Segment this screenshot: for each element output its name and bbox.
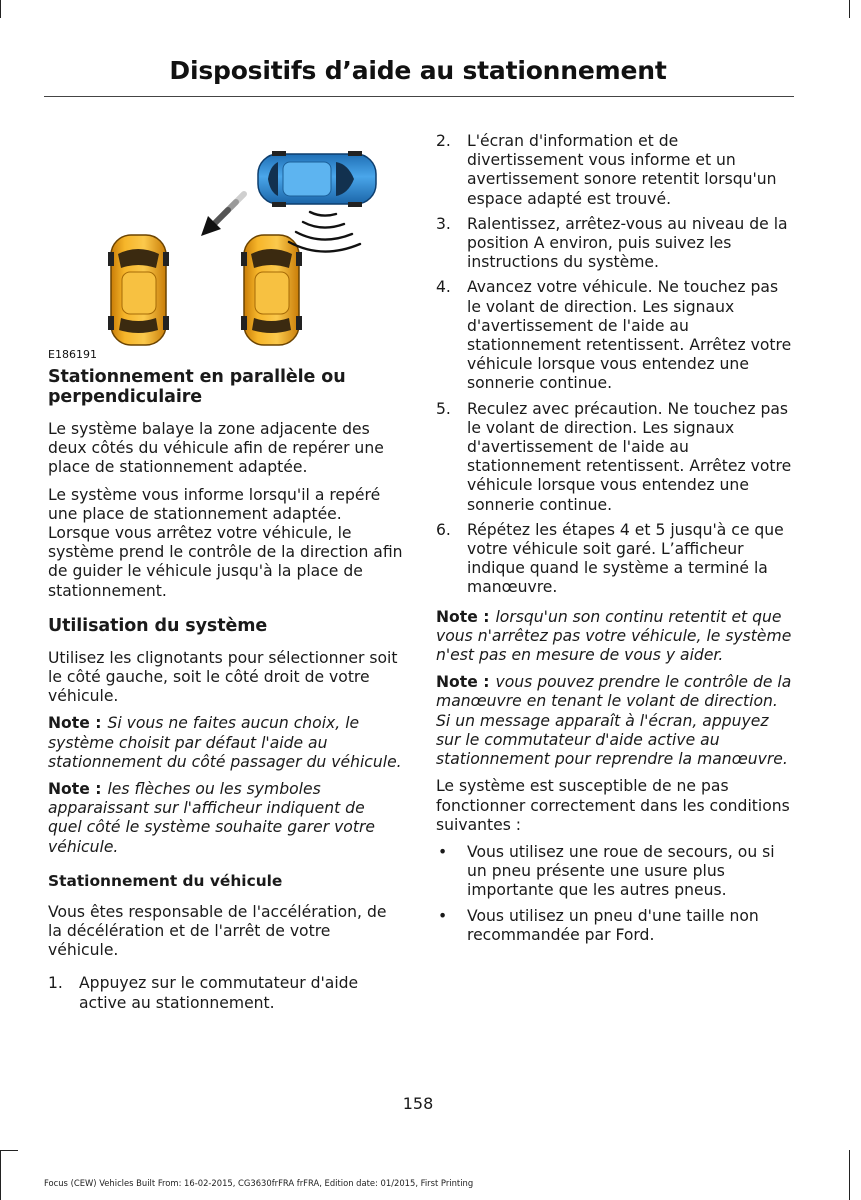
note-text: les flèches ou les symboles apparaissant sur l'afficheur indiquent de quel côté le système souhaite garer votre véhicule. bbox=[48, 780, 375, 856]
crop-mark-bottom-right bbox=[849, 1150, 850, 1200]
crop-mark-bottom-left-h bbox=[0, 1150, 18, 1151]
footer-edition-info: Focus (CEW) Vehicles Built From: 16-02-2015, CG3630frFRA frFRA, Edition date: 01/2015, First Printing bbox=[44, 1178, 474, 1188]
list-number: 6. bbox=[436, 520, 451, 539]
list-text: Ralentissez, arrêtez-vous au niveau de la position A environ, puis suivez les instructions du système. bbox=[467, 214, 788, 272]
note-text: vous pouvez prendre le contrôle de la manœuvre en tenant le volant de direction. Si un message apparaît à l'écran, appuyez sur le commutateur d'aide active au stationnement pour reprendre la manœuvre. bbox=[436, 673, 792, 769]
list-text: L'écran d'information et de divertissement vous informe et un avertissement sonore retentit lorsqu'un espace adapté est trouvé. bbox=[467, 132, 777, 208]
paragraph: Utilisez les clignotants pour sélectionner soit le côté gauche, soit le côté droit de votre véhicule. bbox=[48, 648, 398, 706]
note-label: Note : bbox=[436, 673, 490, 692]
list-item bbox=[436, 400, 792, 515]
crop-mark-top-left bbox=[0, 0, 1, 18]
list-number: 5. bbox=[436, 399, 451, 418]
note-label: Note : bbox=[48, 714, 102, 733]
list-number: 4. bbox=[436, 278, 451, 297]
list-item bbox=[436, 215, 792, 273]
direction-arrow-icon bbox=[201, 194, 244, 236]
list-number: 2. bbox=[436, 132, 451, 150]
paragraph: Le système est susceptible de ne pas fonctionner correctement dans les conditions suivantes : bbox=[436, 777, 790, 834]
crop-mark-top-right bbox=[849, 0, 850, 18]
list-text: Reculez avec précaution. Ne touchez pas le volant de direction. Les signaux d'avertissement de l'aide au stationnement retentissent. Arrêtez votre véhicule lorsque vous entendez une sonnerie continue. bbox=[467, 399, 792, 514]
bullet-text: Vous utilisez un pneu d'une taille non recommandée par Ford. bbox=[467, 906, 759, 944]
bullet-text: Vous utilisez une roue de secours, ou si un pneu présente une usure plus importante que les autres pneus. bbox=[467, 842, 775, 900]
paragraph: Le système vous informe lorsqu'il a repéré une place de stationnement adaptée. Lorsque vous arrêtez votre véhicule, le système prend le contrôle de la direction afin de guider le véhicule jusqu'à la place de stationnement. bbox=[48, 485, 403, 600]
note-text: Si vous ne faites aucun choix, le système choisit par défaut l'aide au stationnement du côté passager du véhicule. bbox=[48, 714, 402, 771]
page-title: Dispositifs d’aide au stationnement bbox=[169, 56, 667, 85]
note bbox=[48, 714, 403, 772]
moving-car-blue bbox=[258, 151, 376, 207]
list-item bbox=[48, 974, 403, 1012]
page-number: 158 bbox=[402, 1094, 434, 1113]
list-text: Appuyez sur le commutateur d'aide active au stationnement. bbox=[79, 974, 359, 1012]
bullet-icon: • bbox=[438, 842, 448, 861]
sensor-waves-icon bbox=[289, 212, 360, 252]
list-item bbox=[436, 132, 792, 209]
list-number: 3. bbox=[436, 214, 451, 233]
list-item bbox=[436, 278, 792, 393]
list-text: Répétez les étapes 4 et 5 jusqu'à ce que votre véhicule soit garé. L’afficheur indique quand le système a terminé la manœuvre. bbox=[467, 520, 784, 597]
bullet-item bbox=[436, 907, 792, 945]
parked-car-right bbox=[241, 235, 302, 345]
note-text: lorsqu'un son continu retentit et que vous n'arrêtez pas votre véhicule, le système n'est pas en mesure de vous y aider. bbox=[436, 607, 792, 665]
note bbox=[48, 780, 403, 857]
list-text: Avancez votre véhicule. Ne touchez pas le volant de direction. Les signaux d'avertissement de l'aide au stationnement retentissent. Arrêtez votre véhicule lorsque vous entendez une sonnerie continue. bbox=[467, 278, 792, 393]
bullet-icon: • bbox=[438, 906, 448, 925]
figure-reference: E186191 bbox=[48, 348, 97, 361]
crop-mark-bottom-left bbox=[0, 1150, 1, 1200]
title-divider bbox=[44, 96, 794, 97]
parking-diagram-svg bbox=[48, 132, 403, 347]
right-column bbox=[436, 132, 792, 951]
left-column bbox=[48, 132, 403, 1019]
note bbox=[436, 608, 792, 666]
paragraph: Vous êtes responsable de l'accélération, de la décélération et de l'arrêt de votre véhicule. bbox=[48, 902, 387, 960]
list-number: 1. bbox=[48, 974, 63, 993]
note-label: Note : bbox=[48, 780, 102, 799]
parked-car-left bbox=[108, 235, 169, 345]
note bbox=[436, 673, 792, 769]
subsection-heading-parking: Stationnement du véhicule bbox=[48, 871, 283, 890]
list-item bbox=[436, 521, 792, 598]
section-heading-parallel: Stationnement en parallèle ou perpendiculaire bbox=[48, 367, 346, 407]
parking-illustration bbox=[48, 132, 403, 367]
paragraph: Le système balaye la zone adjacente des deux côtés du véhicule afin de repérer une place de stationnement adaptée. bbox=[48, 420, 384, 477]
note-label: Note : bbox=[436, 607, 490, 626]
section-heading-usage: Utilisation du système bbox=[48, 615, 268, 636]
bullet-item bbox=[436, 843, 792, 901]
